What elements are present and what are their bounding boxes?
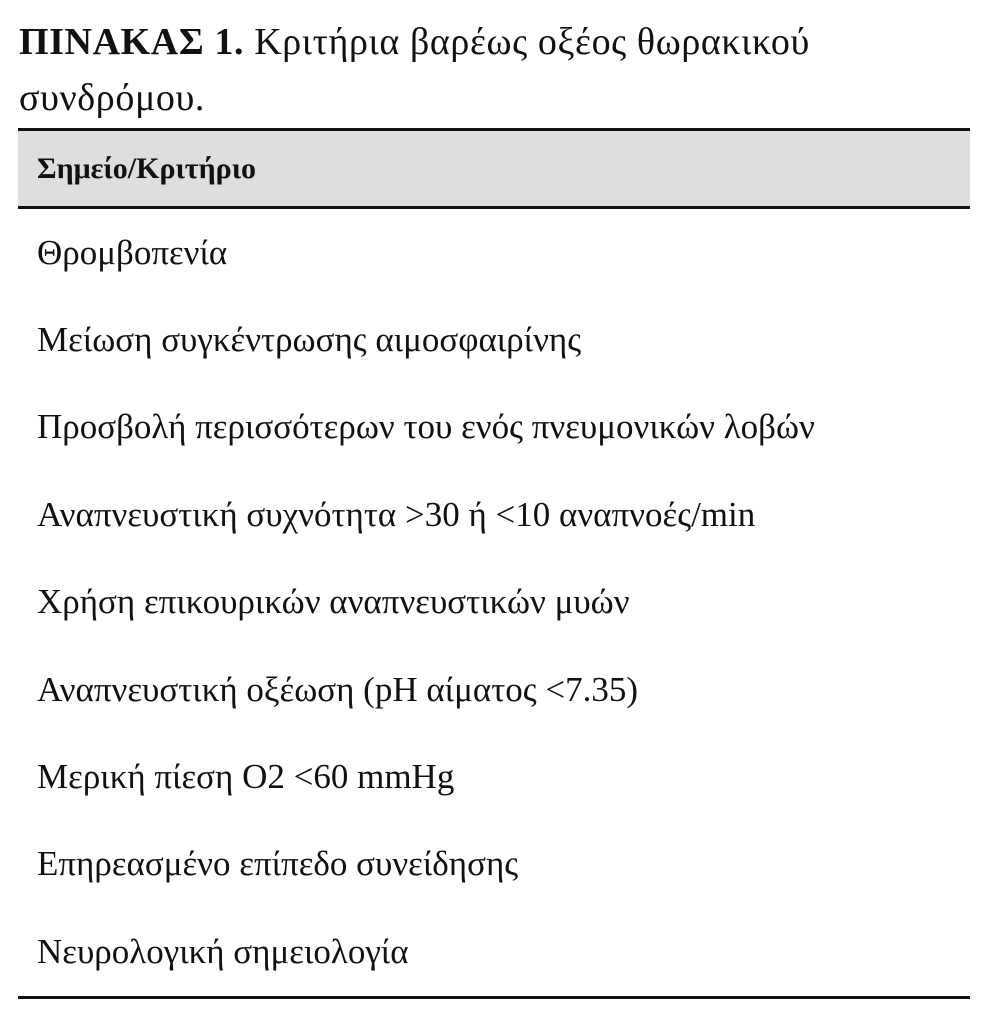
row-text: Νευρολογική σημειολογία	[37, 931, 409, 971]
table-row	[18, 646, 970, 733]
table-row	[18, 209, 970, 296]
row-text: Επηρεασμένο επίπεδο συνείδησης	[37, 844, 519, 884]
caption-label: ΠΙΝΑΚΑΣ 1.	[19, 21, 245, 63]
column-header-criterion: Σημείο/Κριτήριο	[37, 151, 257, 185]
table-row	[18, 559, 970, 646]
table-row	[18, 908, 970, 995]
row-text: Αναπνευστική οξέωση (pH αίματος <7.35)	[37, 669, 639, 709]
table-row	[18, 733, 970, 820]
table-header	[18, 131, 970, 209]
row-text: Θρομβοπενία	[37, 232, 228, 272]
table-row	[18, 821, 970, 908]
row-text: Αναπνευστική συχνότητα >30 ή <10 αναπνοές/min	[37, 494, 756, 534]
table-row	[18, 471, 970, 558]
row-text: Χρήση επικουρικών αναπνευστικών μυών	[37, 582, 630, 622]
table-row	[18, 384, 970, 471]
row-text: Μείωση συγκέντρωσης αιμοσφαιρίνης	[37, 320, 582, 360]
criteria-table	[18, 128, 970, 999]
table-row	[18, 296, 970, 383]
caption-text: Κριτήρια βαρέως οξέος θωρακικού συνδρόμου.	[19, 21, 810, 119]
row-text: Προσβολή περισσότερων του ενός πνευμονικών λοβών	[37, 407, 815, 447]
table-caption	[19, 14, 974, 126]
row-text: Μερική πίεση O2 <60 mmHg	[37, 757, 455, 797]
